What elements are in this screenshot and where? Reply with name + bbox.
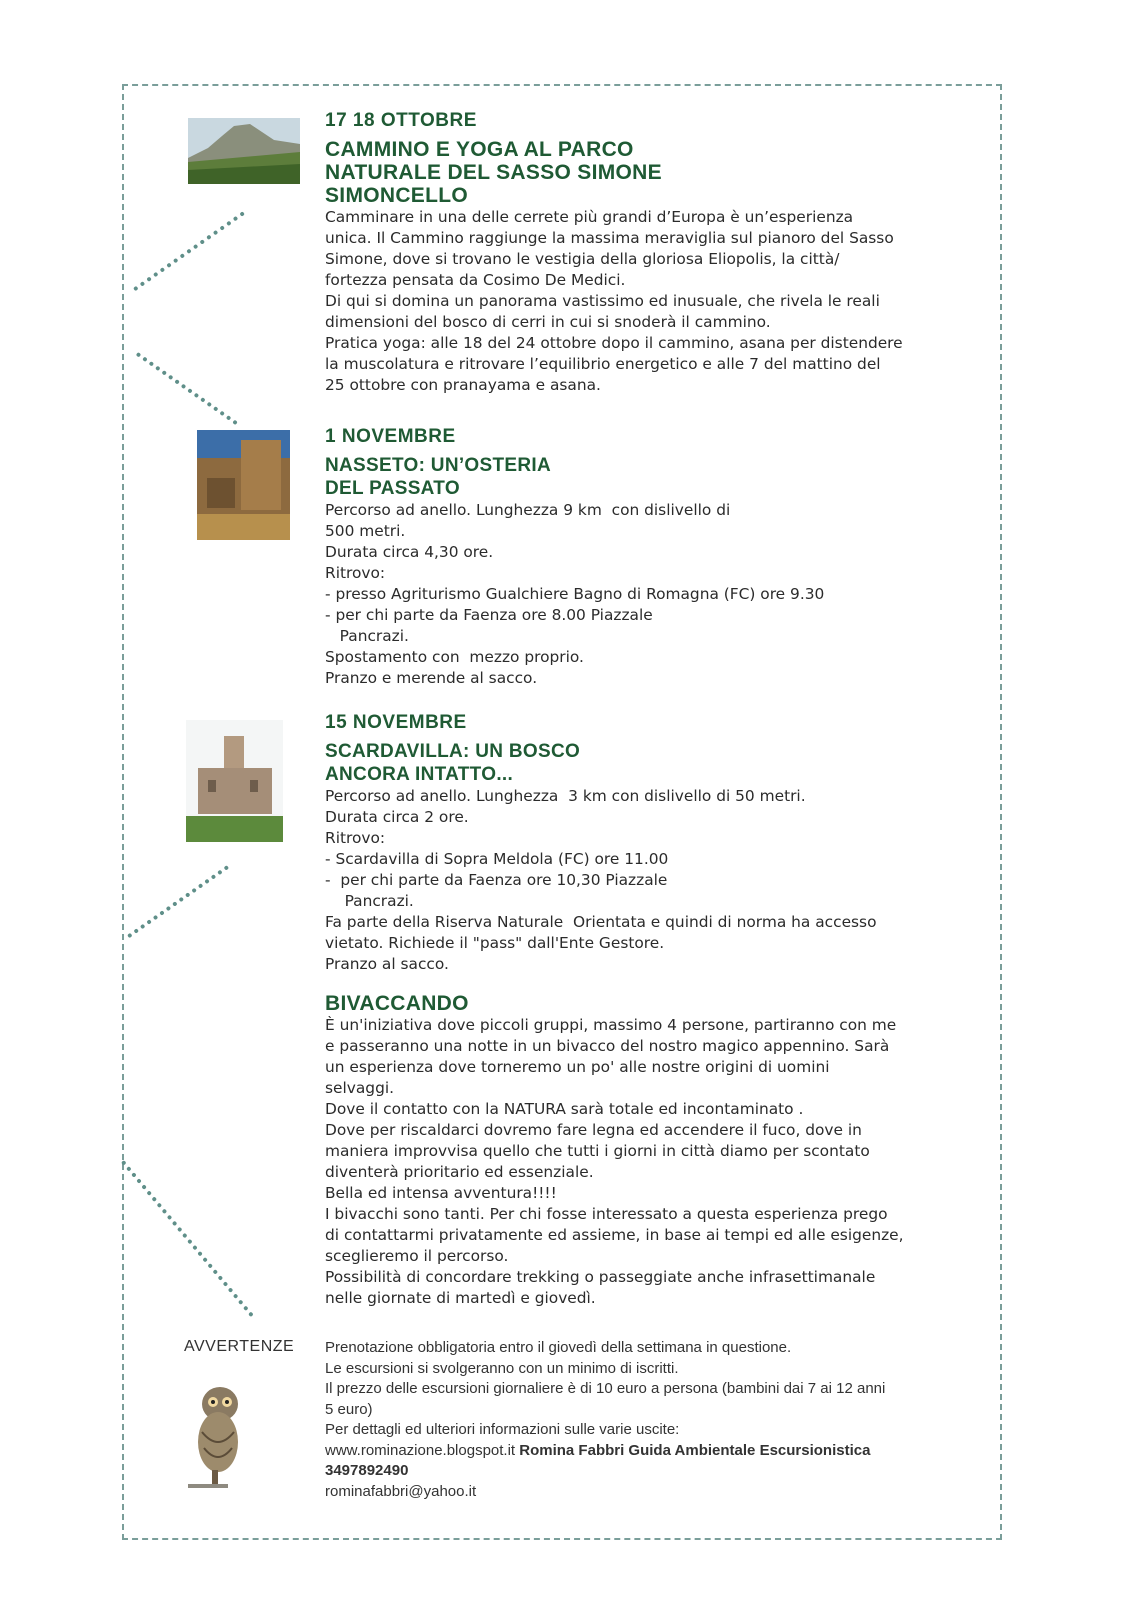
email-link[interactable]: rominafabbri@yahoo.it [325, 1482, 477, 1500]
event-date: 1 NOVEMBRE [325, 426, 456, 447]
notice-text: Prenotazione obbligatoria entro il giovedì della settimana in questione. Le escursioni si svolgeranno con un minimo di iscritti. Il prezzo delle escursioni giornaliere è di 10 euro a persona (bambini dai 7 ai 12 anni 5 euro) Per dettagli ed ulteriori informazioni sulle varie uscite: www.rominazione.blogspot.it Romina Fabbri Guida Ambientale Escursionistica 3497892490 rominafabbri@yahoo.it [325, 1338, 965, 1502]
event-3 [325, 712, 965, 975]
event-title: NASSETO: UN’OSTERIA DEL PASSATO [325, 455, 551, 499]
phone-number: 3497892490 [325, 1462, 409, 1479]
osteria-photo [197, 430, 290, 540]
guide-name: Romina Fabbri Guida Ambientale Escursionistica [515, 1441, 871, 1459]
event-date: 15 NOVEMBRE [325, 712, 467, 733]
event-title: CAMMINO E YOGA AL PARCO NATURALE DEL SASSO SIMONE SIMONCELLO [325, 138, 662, 207]
owl-illustration [188, 1382, 250, 1490]
contact-line [325, 1441, 965, 1462]
event-description: Percorso ad anello. Lunghezza 3 km con dislivello di 50 metri. Durata circa 2 ore. Ritrovo: - Scardavilla di Sopra Meldola (FC) ore 11.00 - per chi parte da Faenza ore 10,30 Piazzale Pancrazi. Fa parte della Riserva Naturale Orientata e quindi di norma ha accesso vietato. Richiede il "pass" dall'Ente Gestore. Pranzo al sacco. [325, 787, 877, 973]
event-description: Camminare in una delle cerrete più grandi d’Europa è un’esperienza unica. Il Cammino raggiunge la massima meraviglia sul pianoro del Sasso Simone, dove si trovano le vestigia della gloriosa Eliopolis, la città/ fortezza pensata da Cosimo De Medici. Di qui si domina un panorama vastissimo ed inusuale, che rivela le reali dimensioni del bosco di cerri in cui si snoderà il cammino. Pratica yoga: alle 18 del 24 ottobre dopo il cammino, asana per distendere la muscolatura e ritrovare l’equilibrio energetico e alle 7 del mattino del 25 ottobre con pranayama e asana. [325, 208, 903, 394]
website-link[interactable]: www.rominazione.blogspot.it [325, 1441, 516, 1459]
event-4 [325, 992, 965, 1309]
event-description: È un'iniziativa dove piccoli gruppi, massimo 4 persone, partiranno con me e passeranno una notte in un bivacco del nostro magico appennino. Sarà un esperienza dove torneremo un po' alle nostre origini di uomini selvaggi. Dove il contatto con la NATURA sarà totale ed incontaminato . Dove per riscaldarci dovremo fare legna ed accendere il fuco, dove in maniera improvvisa quello che tutti i giorni in città diamo per scontato diventerà prioritario ed essenziale. Bella ed intensa avventura!!!! I bivacchi sono tanti. Per chi fosse interessato a questa esperienza prego di contattarmi privatamente ed assieme, in base ai tempi ed alle esigenze, sceglieremo il percorso. Possibilità di concordare trekking o passeggiate anche infrasettimanale nelle giornate di martedì e giovedì. [325, 1016, 904, 1307]
event-2 [325, 426, 965, 689]
mountain-photo [188, 118, 300, 184]
event-title: SCARDAVILLA: UN BOSCO ANCORA INTATTO... [325, 741, 581, 785]
notice-label: AVVERTENZE [184, 1338, 295, 1355]
church-photo [186, 720, 283, 842]
event-1 [325, 110, 965, 396]
event-date: 17 18 OTTOBRE [325, 110, 477, 131]
event-description: Percorso ad anello. Lunghezza 9 km con dislivello di 500 metri. Durata circa 4,30 ore. Ritrovo: - presso Agriturismo Gualchiere Bagno di Romagna (FC) ore 9.30 - per chi parte da Faenza ore 8.00 Piazzale Pancrazi. Spostamento con mezzo proprio. Pranzo e merende al sacco. [325, 501, 825, 687]
event-title: BIVACCANDO [325, 992, 469, 1015]
